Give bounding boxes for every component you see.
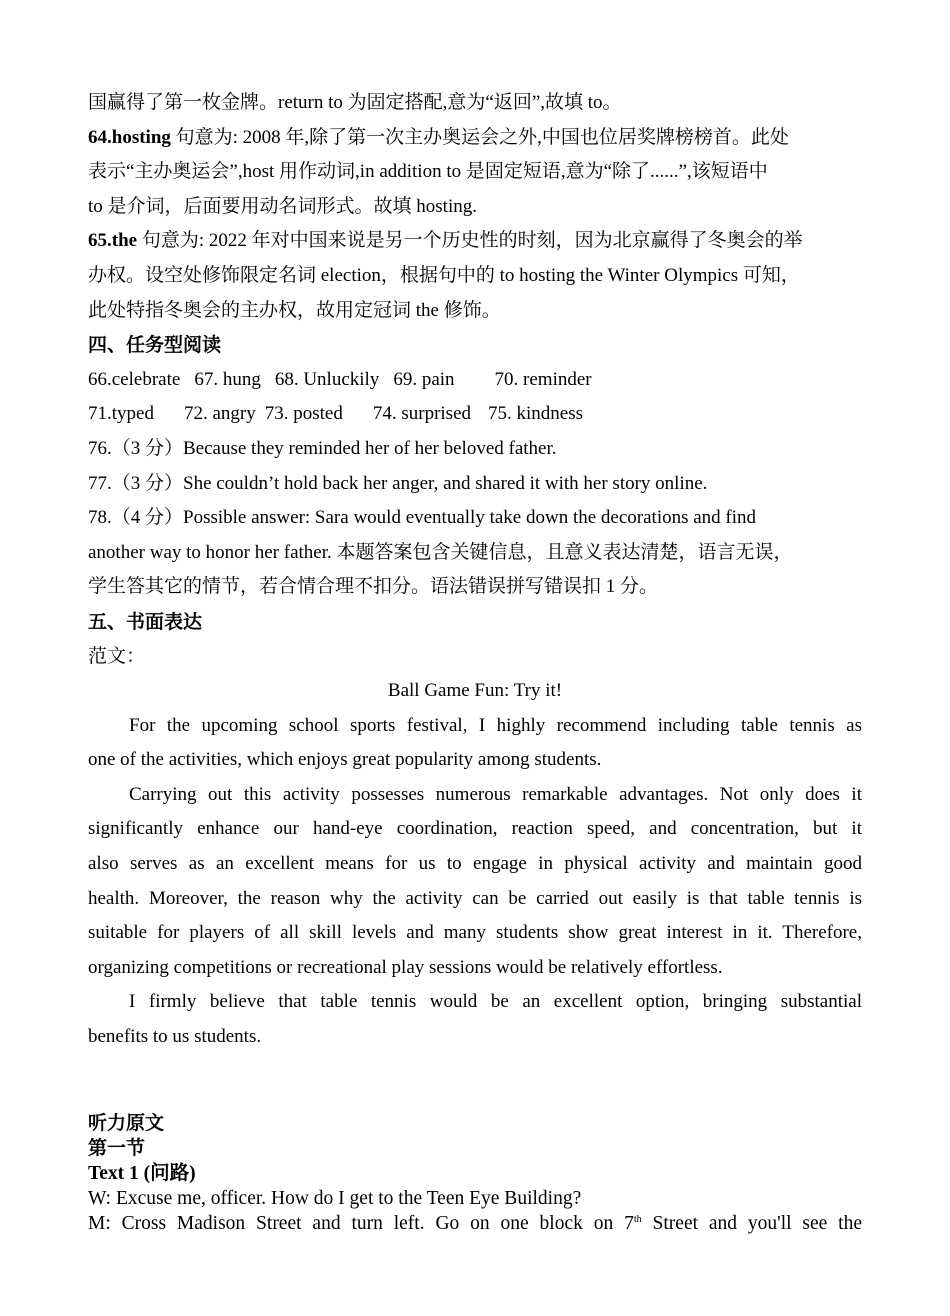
item-64-label: 64.hosting — [88, 126, 171, 148]
answers-row-1 — [88, 363, 862, 398]
listening-part: 第一节 — [88, 1136, 146, 1159]
question-77: 77.（3 分）She couldn’t hold back her anger, and shared it with her story online. — [88, 472, 708, 494]
answer-67: 67. hung — [194, 368, 261, 390]
item-64-line-1 — [88, 121, 862, 156]
essay-para-3-line-2: benefits to us students. — [88, 1026, 262, 1048]
item-64-line-3: to 是介词，后面要用动名词形式。故填 hosting. — [88, 195, 477, 217]
essay-para-2-line-6: organizing competitions or recreational play sessions would be relatively effortless. — [88, 956, 723, 978]
dialog-m-line — [88, 1211, 862, 1236]
dialog-m-text: M: Cross Madison Street and turn left. Go on one block on 7 — [88, 1212, 634, 1234]
essay-para-2-line-4: health. Moreover, the reason why the activity can be carried out easily is that table tennis is — [88, 887, 862, 909]
question-78-line-2: another way to honor her father. 本题答案包含关键信息，且意义表达清楚，语言无误， — [88, 541, 793, 563]
sample-label: 范文： — [88, 645, 146, 667]
item-65-line-2: 办权。设空处修饰限定名词 election，根据句中的 to hosting the Winter Olympics 可知， — [88, 264, 800, 286]
dialog-m-sup: th — [633, 1213, 642, 1225]
essay-title: Ball Game Fun: Try it! — [387, 680, 563, 702]
answer-66: 66.celebrate — [88, 368, 181, 390]
section-4-title: 四、任务型阅读 — [88, 334, 222, 357]
answer-69: 69. pain — [393, 368, 455, 390]
essay-para-2-line-1: Carrying out this activity possesses numerous remarkable advantages. Not only does it — [129, 783, 862, 805]
document-page — [88, 86, 862, 1236]
analysis-line: 国赢得了第一枚金牌。return to 为固定搭配,意为“返回”,故填 to。 — [88, 92, 622, 113]
dialog-m-text-after: Street and you'll see the — [641, 1212, 862, 1234]
essay-para-1-line-1: For the upcoming school sports festival, I highly recommend including table tennis as — [129, 714, 862, 736]
essay-para-2-line-3: also serves as an excellent means for us to engage in physical activity and maintain good — [88, 853, 862, 875]
dialog-w-line: W: Excuse me, officer. How do I get to the Teen Eye Building? — [88, 1187, 582, 1209]
item-65-label: 65.the — [88, 230, 138, 252]
answer-71: 71.typed — [88, 403, 154, 425]
answer-70: 70. reminder — [494, 368, 592, 390]
question-78-line-3: 学生答其它的情节，若合情合理不扣分。语法错误拼写错误扣 1 分。 — [88, 576, 659, 598]
section-5-title: 五、书面表达 — [88, 610, 203, 633]
essay-para-1-line-2: one of the activities, which enjoys great popularity among students. — [88, 749, 602, 771]
answer-73: 73. posted — [264, 403, 343, 425]
text-1-title: Text 1 (问路) — [88, 1162, 196, 1184]
essay-para-2-line-2: significantly enhance our hand-eye coordination, reaction speed, and concentration, but it — [88, 818, 862, 840]
answer-72: 72. angry — [183, 403, 256, 425]
essay-para-3-line-1: I firmly believe that table tennis would be an excellent option, bringing substantial — [129, 991, 862, 1013]
item-65-line-3: 此处特指冬奥会的主办权，故用定冠词 the 修饰。 — [88, 299, 501, 321]
answer-74: 74. surprised — [372, 403, 471, 425]
item-64-line-2: 表示“主办奥运会”,host 用作动词,in addition to 是固定短语,意为“除了......”,该短语中 — [88, 161, 768, 183]
answers-row-2 — [88, 397, 862, 432]
item-64-text: 句意为: 2008 年,除了第一次主办奥运会之外,中国也位居奖牌榜榜首。此处 — [170, 126, 789, 148]
item-65-text: 句意为: 2022 年对中国来说是另一个历史性的时刻，因为北京赢得了冬奥会的举 — [137, 230, 803, 252]
listening-title: 听力原文 — [88, 1111, 165, 1134]
answer-68: 68. Unluckily — [274, 368, 380, 390]
question-76: 76.（3 分）Because they reminded her of her beloved father. — [88, 437, 557, 459]
answer-75: 75. kindness — [488, 403, 583, 425]
essay-para-2-line-5: suitable for players of all skill levels and many students show great interest in it. Therefore, — [88, 922, 862, 944]
item-65-line-1 — [88, 224, 862, 259]
question-78-line-1: 78.（4 分）Possible answer: Sara would eventually take down the decorations and find — [88, 507, 757, 529]
